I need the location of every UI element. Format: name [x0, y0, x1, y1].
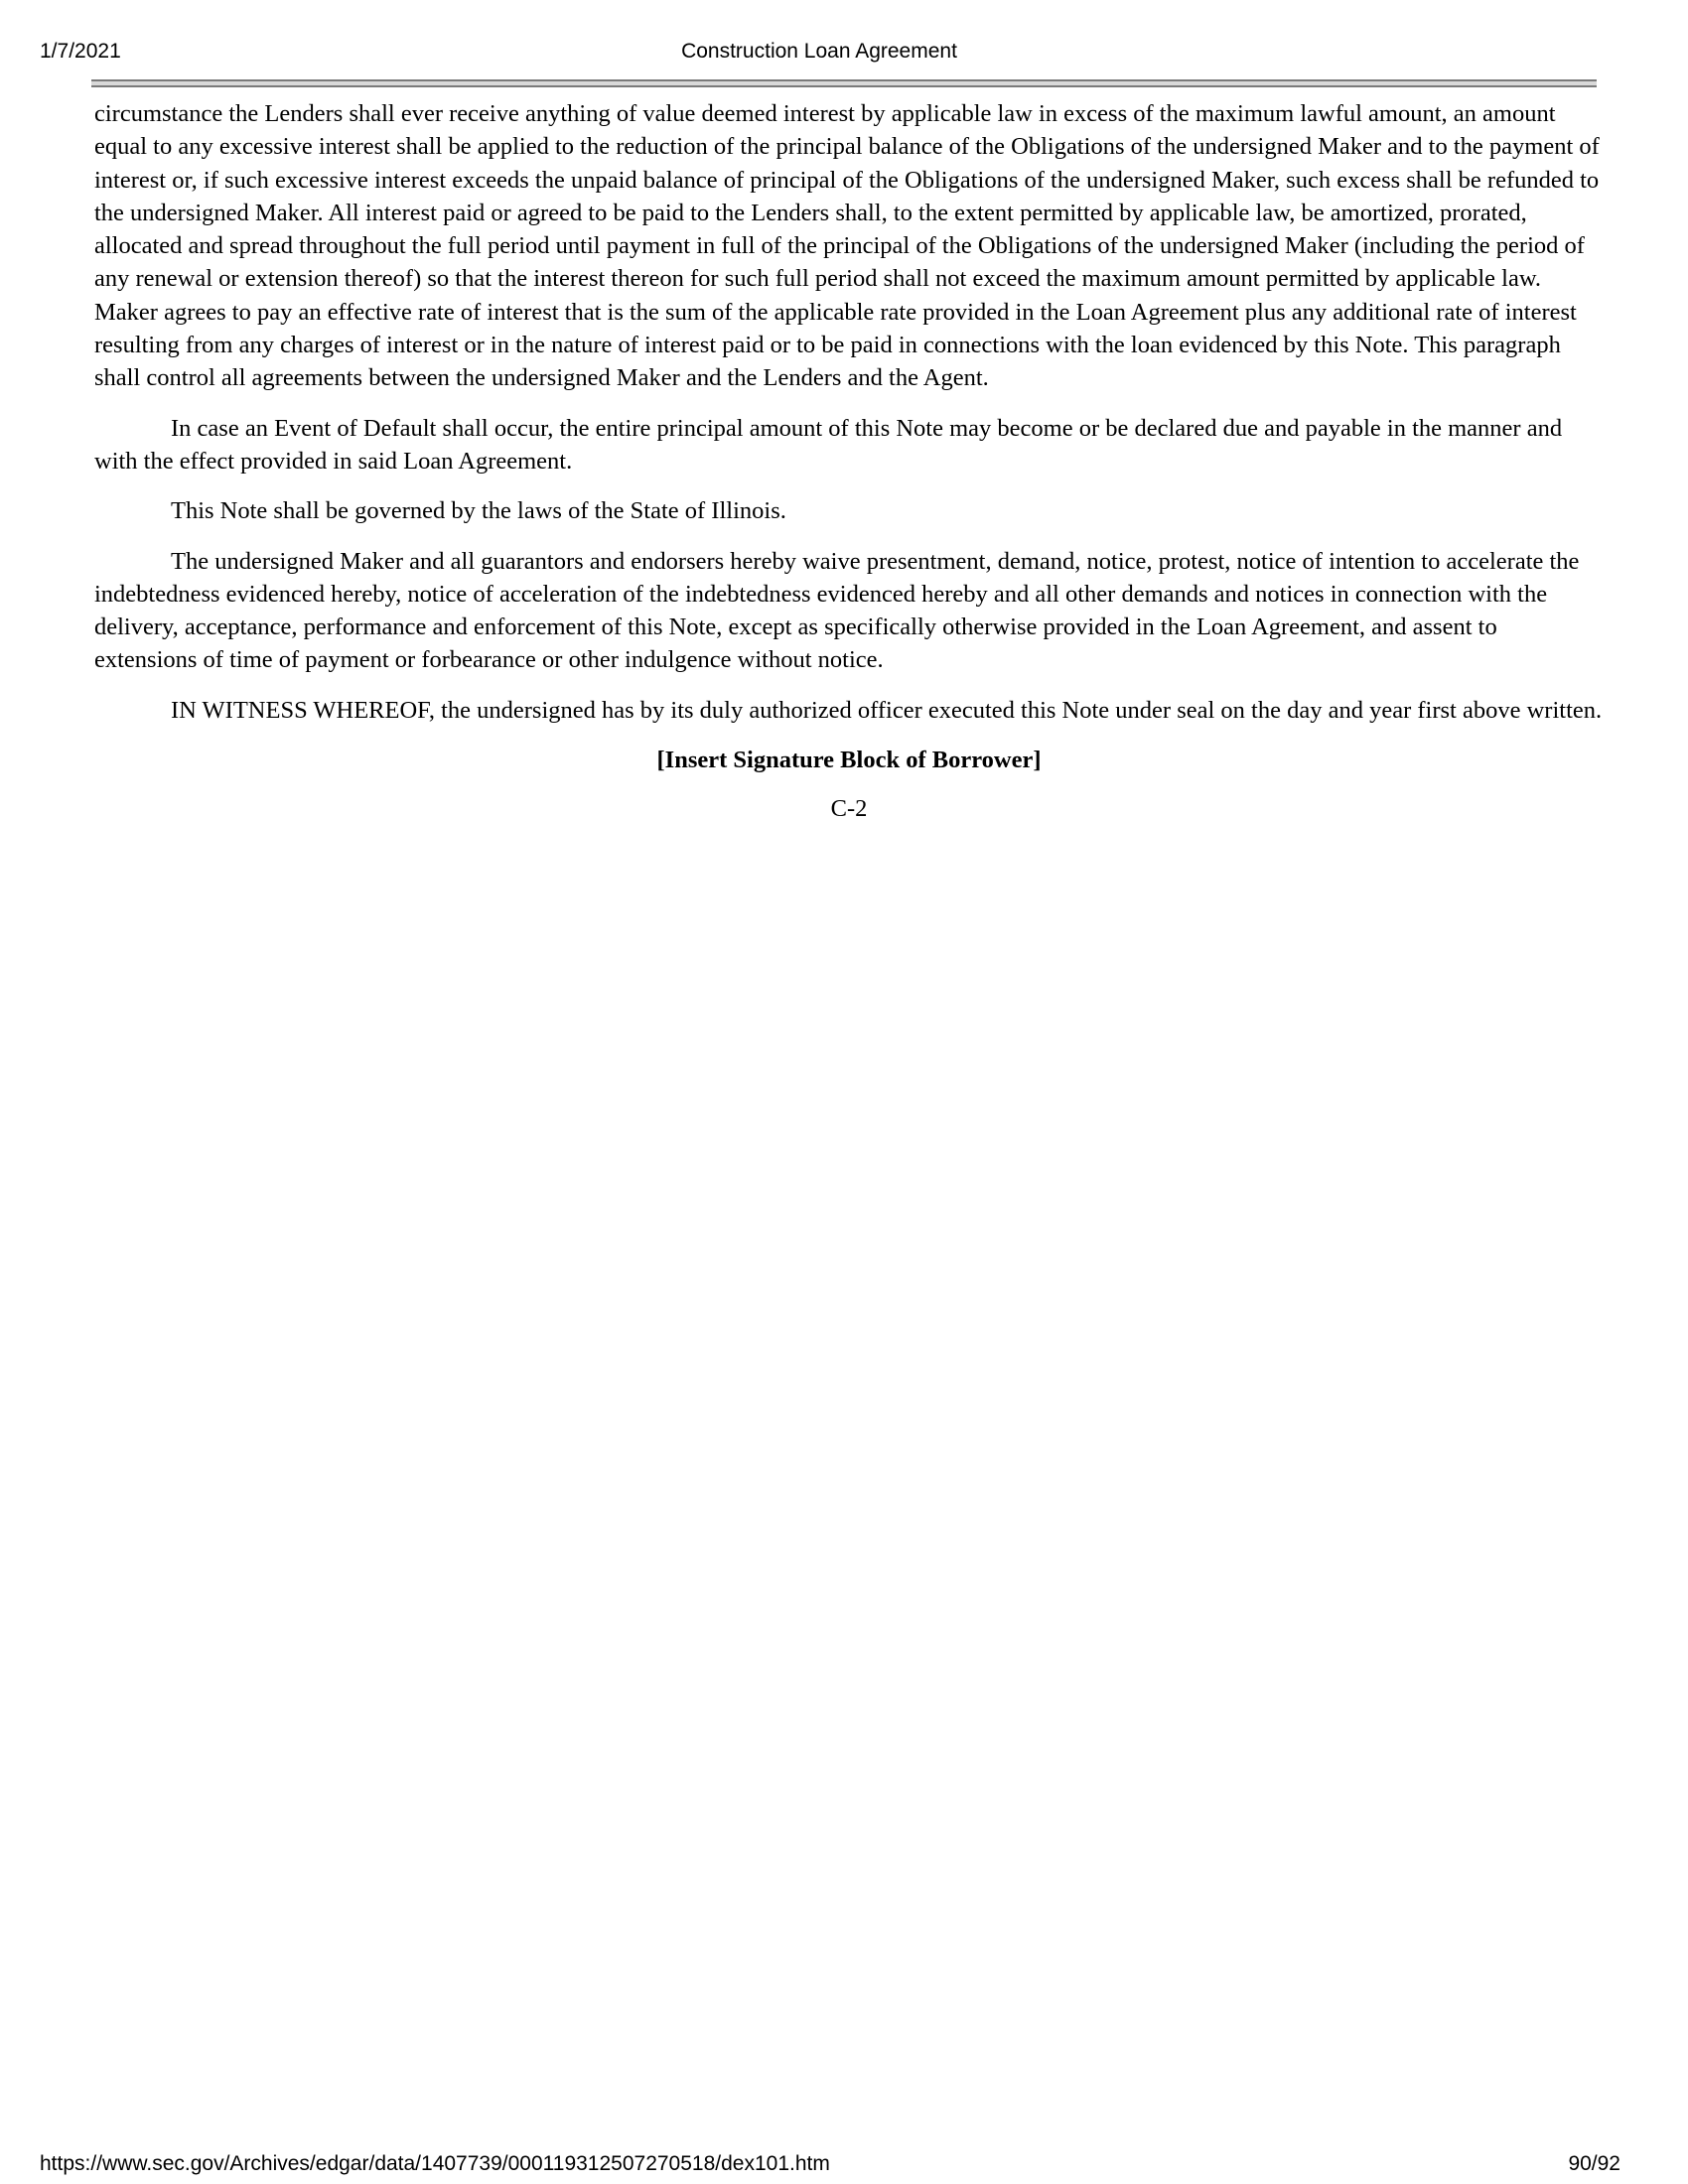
document-body: [94, 97, 1604, 826]
header-divider: [91, 79, 1597, 87]
document-title: Construction Loan Agreement: [681, 40, 957, 63]
print-header: [40, 40, 1599, 69]
print-date: 1/7/2021: [40, 40, 121, 63]
source-url: https://www.sec.gov/Archives/edgar/data/1407739/000119312507270518/dex101.htm: [40, 2152, 830, 2175]
paragraph-event-of-default: In case an Event of Default shall occur, the entire principal amount of this Note may become or be declared due and payable in the manner and with the effect provided in said Loan Agreement.: [94, 414, 1563, 475]
paragraph-governing-law: This Note shall be governed by the laws of the State of Illinois.: [171, 497, 786, 525]
paragraph-waiver: The undersigned Maker and all guarantors and endorsers hereby waive presentment, demand, notice, protest, notice of intention to accelerate the indebtedness evidenced hereby, notice of acceleration of the indebtedness evidenced hereby and all other demands and notices in connection with the delivery, acceptance, performance and enforcement of this Note, except as specifically otherwise provided in the Loan Agreement, and assent to extensions of time of payment or forbearance or other indulgence without notice.: [94, 547, 1580, 674]
signature-block-placeholder: [Insert Signature Block of Borrower]: [656, 747, 1042, 774]
paragraph-in-witness: IN WITNESS WHEREOF, the undersigned has by its duly authorized officer executed this Note under seal on the day and year first above written.: [171, 696, 1603, 724]
page-label: C-2: [830, 795, 868, 823]
paragraph-usury-continuation: circumstance the Lenders shall ever receive anything of value deemed interest by applicable law in excess of the maximum lawful amount, an amount equal to any excessive interest shall be applied to the reduction of the principal balance of the Obligations of the undersigned Maker and to the payment of interest or, if such excessive interest exceeds the unpaid balance of principal of the Obligations of the undersigned Maker, such excess shall be refunded to the undersigned Maker. All interest paid or agreed to be paid to the Lenders shall, to the extent permitted by applicable law, be amortized, prorated, allocated and spread throughout the full period until payment in full of the principal of the Obligations of the undersigned Maker (including the period of any renewal or extension thereof) so that the interest thereon for such full period shall not exceed the maximum amount permitted by applicable law. Maker agrees to pay an effective rate of interest that is the sum of the applicable rate provided in the Loan Agreement plus any additional rate of interest resulting from any charges of interest or in the nature of interest paid or to be paid in connections with the loan evidenced by this Note. This paragraph shall control all agreements between the undersigned Maker and the Lenders and the Agent.: [94, 100, 1600, 392]
page-counter: 90/92: [1568, 2152, 1620, 2175]
